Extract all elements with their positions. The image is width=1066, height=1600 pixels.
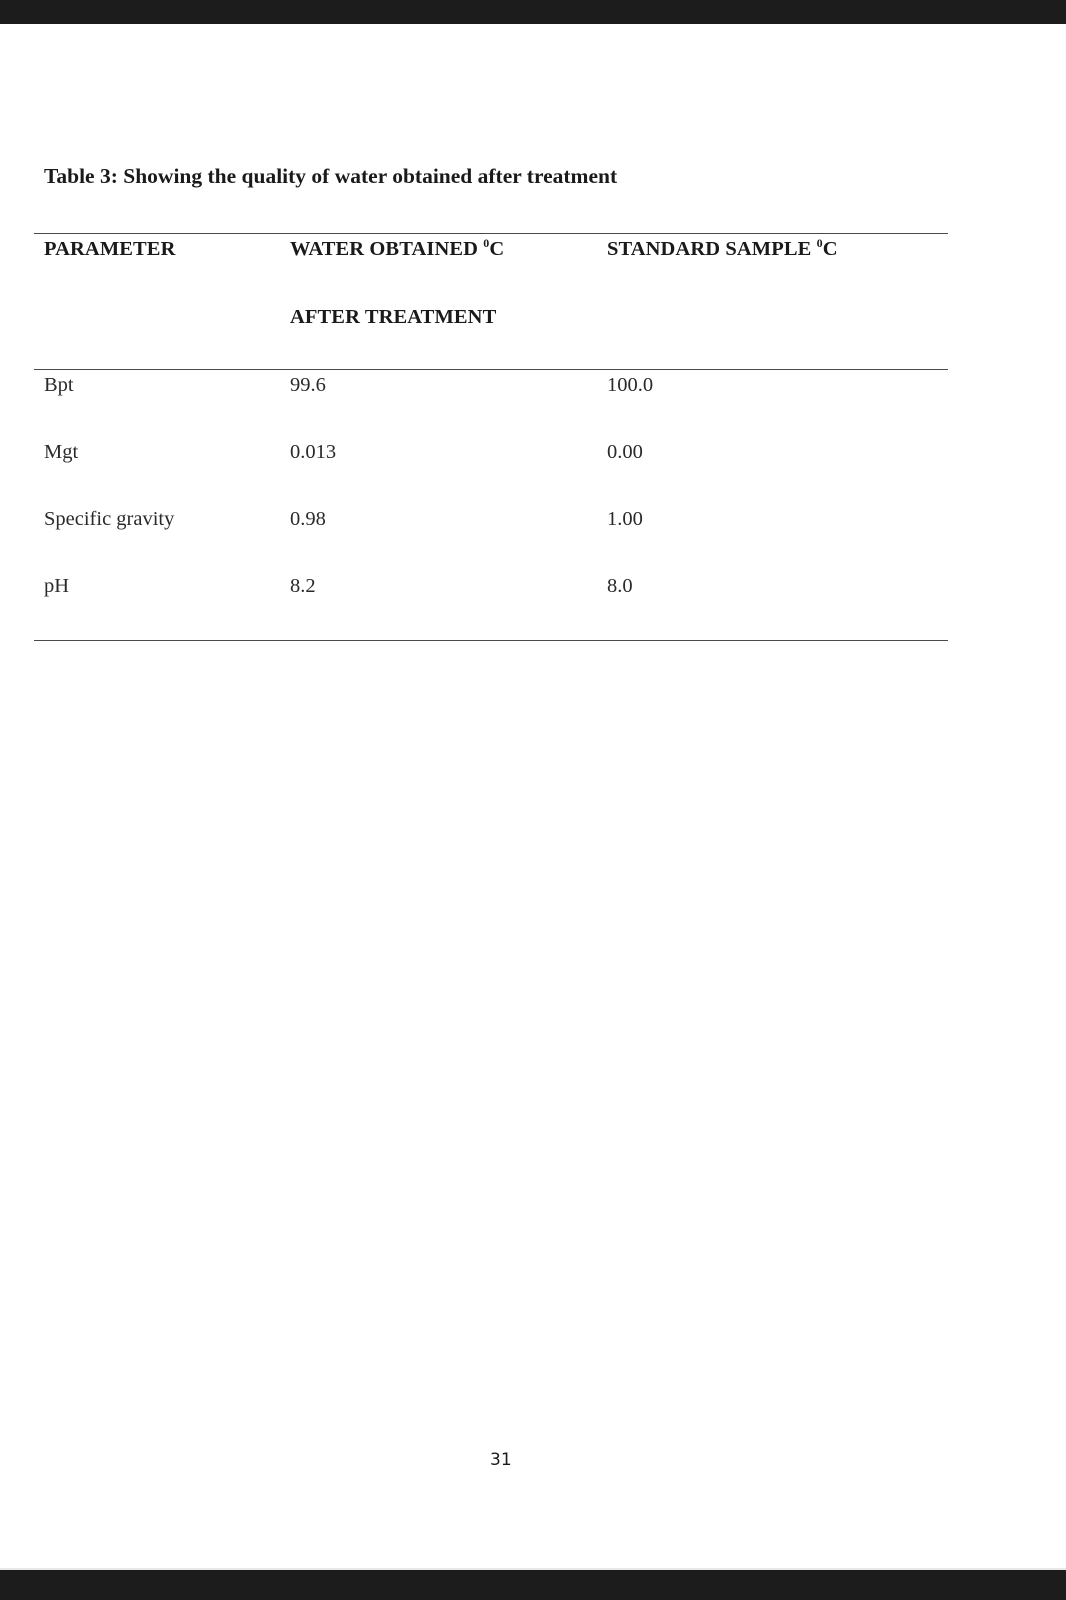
top-frame-bar bbox=[0, 0, 1066, 24]
table-top-rule bbox=[34, 233, 948, 234]
row-ph-water-obtained: 8.2 bbox=[290, 575, 316, 597]
header-standard-sample bbox=[607, 238, 838, 261]
header-water-obtained bbox=[290, 238, 504, 261]
header-standard-sample-degree: 0 bbox=[816, 236, 823, 250]
row-mgt-parameter: Mgt bbox=[44, 441, 79, 463]
row-ph-parameter: pH bbox=[44, 575, 70, 597]
row-specific-gravity-standard-sample: 1.00 bbox=[607, 508, 643, 530]
row-ph-standard-sample: 8.0 bbox=[607, 575, 633, 597]
page-number: 31 bbox=[490, 1450, 512, 1470]
row-mgt-standard-sample: 0.00 bbox=[607, 441, 643, 463]
row-bpt-standard-sample: 100.0 bbox=[607, 374, 654, 396]
bottom-frame-bar bbox=[0, 1570, 1066, 1600]
row-mgt-water-obtained: 0.013 bbox=[290, 441, 337, 463]
header-standard-sample-text: STANDARD SAMPLE bbox=[607, 238, 812, 260]
header-water-obtained-degree: 0 bbox=[483, 236, 490, 250]
header-parameter: PARAMETER bbox=[44, 238, 176, 260]
table-header-rule bbox=[34, 369, 948, 370]
header-standard-sample-unit: C bbox=[822, 238, 838, 260]
table-caption: Table 3: Showing the quality of water obtained after treatment bbox=[44, 164, 618, 188]
row-bpt-water-obtained: 99.6 bbox=[290, 374, 326, 396]
table-bottom-rule bbox=[34, 640, 948, 641]
header-water-obtained-line2: AFTER TREATMENT bbox=[290, 306, 497, 328]
row-bpt-parameter: Bpt bbox=[44, 374, 74, 396]
header-water-obtained-text: WATER OBTAINED bbox=[290, 238, 479, 260]
header-water-obtained-unit: C bbox=[489, 238, 505, 260]
row-specific-gravity-water-obtained: 0.98 bbox=[290, 508, 326, 530]
row-specific-gravity-parameter: Specific gravity bbox=[44, 508, 175, 530]
